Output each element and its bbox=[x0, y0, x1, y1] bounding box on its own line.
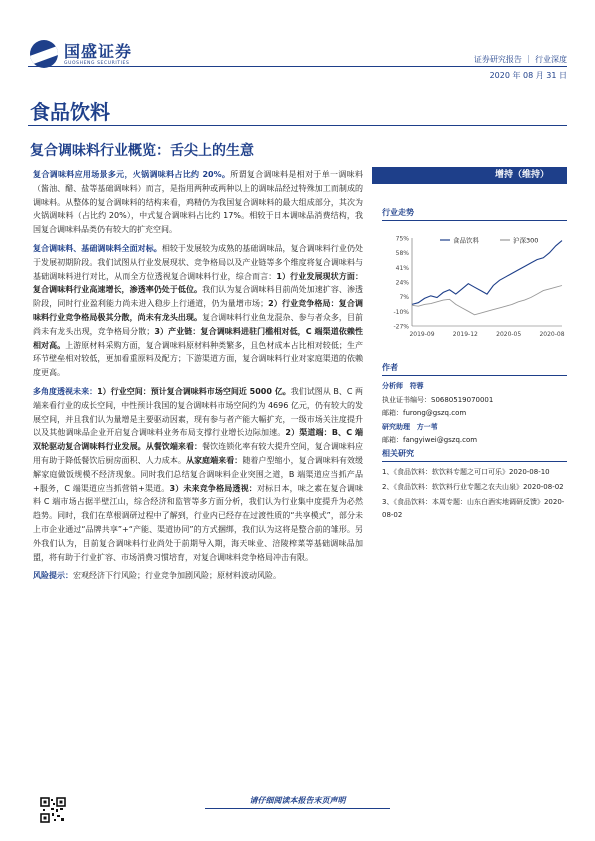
paragraph-2 bbox=[33, 242, 363, 380]
analyst-label: 分析师 bbox=[382, 382, 403, 390]
y-tick-label: 24% bbox=[395, 279, 409, 287]
trend-section bbox=[382, 207, 567, 221]
x-tick-label: 2020-05 bbox=[496, 331, 522, 338]
paragraph-text: 我们试图从 B、C 两端来看行业的成长空间，中性预计我国的复合调味料市场空间约为 4696 亿元，仍有较大的发展空间，并且我们认为量增是主要驱动因素，现有参与者产能大幅扩充，一级市场关注度提升以及其他调味品企业开启复合调味料业务布局支撑行业增长边际加速。 bbox=[33, 386, 364, 438]
title-divider bbox=[28, 125, 567, 126]
trend-chart-svg bbox=[382, 226, 567, 346]
logo-name-en: GUOSHENG SECURITIES bbox=[64, 60, 130, 66]
paragraph-text: 对标日本，味之素在复合调味料 C 端市场占据半壁江山，综合经济和监管等多方面分析，我们认为行业集中度提升为必然趋势。同时，我们在草根调研过程中了解到，行业内已经存在过渡性质的“共享模式”，部分未上市企业通过“品牌共享”+“产能、渠道协同”的方式捆绑，我们认为这将是整合前的雏形。另外我们认为，目前复合调味料行业尚处于前期导入期，海天味业、涪陵榨菜等基础调味品加盟，将有助于行业扩容、市场消费习惯培育，对复合调味料竞争格局冲击有限。 bbox=[33, 483, 363, 562]
footer-divider bbox=[205, 808, 390, 809]
license-label: 执业证书编号： bbox=[382, 395, 431, 404]
legend-label: 食品饮料 bbox=[453, 236, 479, 245]
company-logo bbox=[30, 40, 132, 68]
paragraph-lead: 多角度透视未来： bbox=[33, 386, 98, 396]
related-item[interactable]: 1、《食品饮料：软饮料专题之可口可乐》2020-08-10 bbox=[382, 468, 550, 476]
related-item[interactable]: 3、《食品饮料：本周专题：山东白酒实地调研反馈》2020-08-02 bbox=[382, 498, 565, 519]
paragraph-bold: 2）渠道端：B、C 端双轮驱动复合调味料行业发展。 bbox=[33, 428, 364, 452]
disclaimer-note: 请仔细阅读本报告末页声明 bbox=[249, 796, 346, 805]
header-divider bbox=[28, 66, 567, 67]
paragraph-text: 随着户型缩小，复合调味料有效缓解家庭做饭规模不经济现象。同时我们总结复合调味料企业突围之道，B 端渠道应当抓产品+服务，C 端渠道应当抓营销+渠道。 bbox=[33, 455, 364, 493]
related-list bbox=[382, 466, 567, 522]
logo-icon bbox=[30, 40, 58, 68]
paragraph-bold: 从家庭端来看： bbox=[185, 455, 243, 465]
logo-name: 国盛证券 bbox=[64, 41, 133, 61]
sector-title: 食品饮料 bbox=[30, 100, 110, 124]
license-number: S0680519070001 bbox=[431, 395, 494, 404]
trend-heading: 行业走势 bbox=[382, 207, 567, 221]
trend-chart bbox=[382, 226, 567, 346]
y-tick-label: 41% bbox=[395, 264, 409, 272]
assistant-email[interactable]: fangyiwei@gszq.com bbox=[403, 436, 478, 444]
rating-badge: 增持（维持） bbox=[372, 167, 567, 184]
x-tick-label: 2019-12 bbox=[452, 331, 478, 338]
report-title: 复合调味料行业概览：舌尖上的生意 bbox=[30, 143, 254, 159]
x-tick-label: 2020-08 bbox=[539, 331, 565, 338]
paragraph-bold: 2）行业竞争格局：复合调味料行业竞争格局极其分散，尚未有龙头出现。 bbox=[33, 299, 363, 322]
analyst-name: 符蓉 bbox=[409, 382, 424, 390]
y-tick-label: -27% bbox=[393, 323, 409, 331]
y-tick-label: -10% bbox=[393, 308, 409, 316]
related-heading: 相关研究 bbox=[382, 448, 567, 462]
y-tick-label: 75% bbox=[395, 235, 409, 243]
paragraph-bold: 从餐饮端来看： bbox=[145, 442, 203, 452]
risk-paragraph bbox=[33, 569, 363, 583]
report-type: 证券研究报告 ｜ 行业深度 bbox=[473, 55, 567, 64]
paragraph-bold: 3）未来竞争格局透视： bbox=[169, 483, 257, 493]
legend-label: 沪深300 bbox=[513, 236, 539, 245]
email-label: 邮箱： bbox=[382, 409, 403, 417]
analyst-email[interactable]: furong@gszq.com bbox=[403, 409, 467, 417]
risk-label: 风险提示： bbox=[33, 571, 73, 581]
authors-heading: 作者 bbox=[382, 362, 567, 376]
paragraph-lead: 复合调味料应用场景多元，火锅调味料占比约 20%。 bbox=[33, 170, 231, 179]
paragraph-3 bbox=[33, 385, 363, 564]
paragraph-1 bbox=[33, 168, 363, 237]
paragraph-text: 餐饮连锁化率有较大提升空间，复合调味料应用有助于降低餐饮后厨房面积、人力成本。 bbox=[33, 442, 364, 465]
paragraph-text: 我们认为复合调味料目前尚处加速扩容、渗透阶段，同时行业盈利能力尚未进入稳步上行通道，仍为量增市场； bbox=[33, 285, 364, 309]
analyst-info bbox=[382, 380, 567, 448]
y-tick-label: 58% bbox=[395, 250, 409, 258]
paragraph-text: 上游原材料采购方面，复合调味料原材料种类繁多，且色材成本占比相对较低；生产环节壁垒相对较低，更加看重原料及配方；下游渠道方面，复合调味料行业对家庭渠道的依赖度更高。 bbox=[33, 340, 363, 378]
x-tick-label: 2019-09 bbox=[409, 331, 435, 338]
paragraph-lead: 复合调味料、基础调味料全面对标。 bbox=[33, 243, 162, 253]
related-item[interactable]: 2、《食品饮料：软饮料行业专题之农夫山泉》2020-08-02 bbox=[382, 483, 564, 491]
paragraph-text: 所谓复合调味料是相对于单一调味料（酱油、醋、盐等基础调味料）而言，是指用两种或两种以上的调味品经过特殊加工而制成的调味料。从整体的复合调味料的结构来看，鸡精仍为我国复合调味料的最大组成部分，其次为火锅调味料（占比约 20%），中式复合调味料占比约 17%。相较于日本调味品消费结构，我国复合调味料品类仍有较大的扩充空间。 bbox=[33, 170, 363, 235]
report-date: 2020 年 08 月 31 日 bbox=[489, 71, 567, 80]
y-tick-label: 7% bbox=[399, 294, 409, 302]
paragraph-bold: 3）产业链：复合调味料进驻门槛相对低，C 端渠道依赖性相对高。 bbox=[33, 326, 363, 350]
main-body bbox=[33, 168, 363, 588]
series-line-hs300 bbox=[412, 286, 562, 315]
assistant-name: 方一苇 bbox=[416, 422, 438, 431]
paragraph-text: 相较于发展较为成熟的基础调味品，复合调味料行业仍处于发展初期阶段。我们试图从行业发展现状、竞争格局以及产业链等多个维度将复合调味料与基础调味料进行对比，从而全方位透视复合调味料行业，综合而言： bbox=[33, 243, 364, 281]
assistant-label: 研究助理 bbox=[382, 422, 410, 431]
paragraph-bold: 1）行业空间：预计复合调味料市场空间近 5000 亿。 bbox=[97, 386, 291, 396]
related-section bbox=[382, 448, 567, 522]
series-line-food-beverage bbox=[412, 241, 562, 305]
email-label: 邮箱： bbox=[382, 436, 403, 444]
authors-section bbox=[382, 362, 567, 448]
paragraph-bold: 1）行业发展现状方面：复合调味料行业高速增长，渗透率仍处于低位。 bbox=[33, 271, 363, 295]
risk-text: 宏观经济下行风险；行业竞争加剧风险；原材料波动风险。 bbox=[73, 571, 281, 581]
paragraph-text: 复合调味料行业鱼龙混杂、参与者众多，目前尚未有龙头出现，竞争格局分散； bbox=[33, 312, 364, 336]
